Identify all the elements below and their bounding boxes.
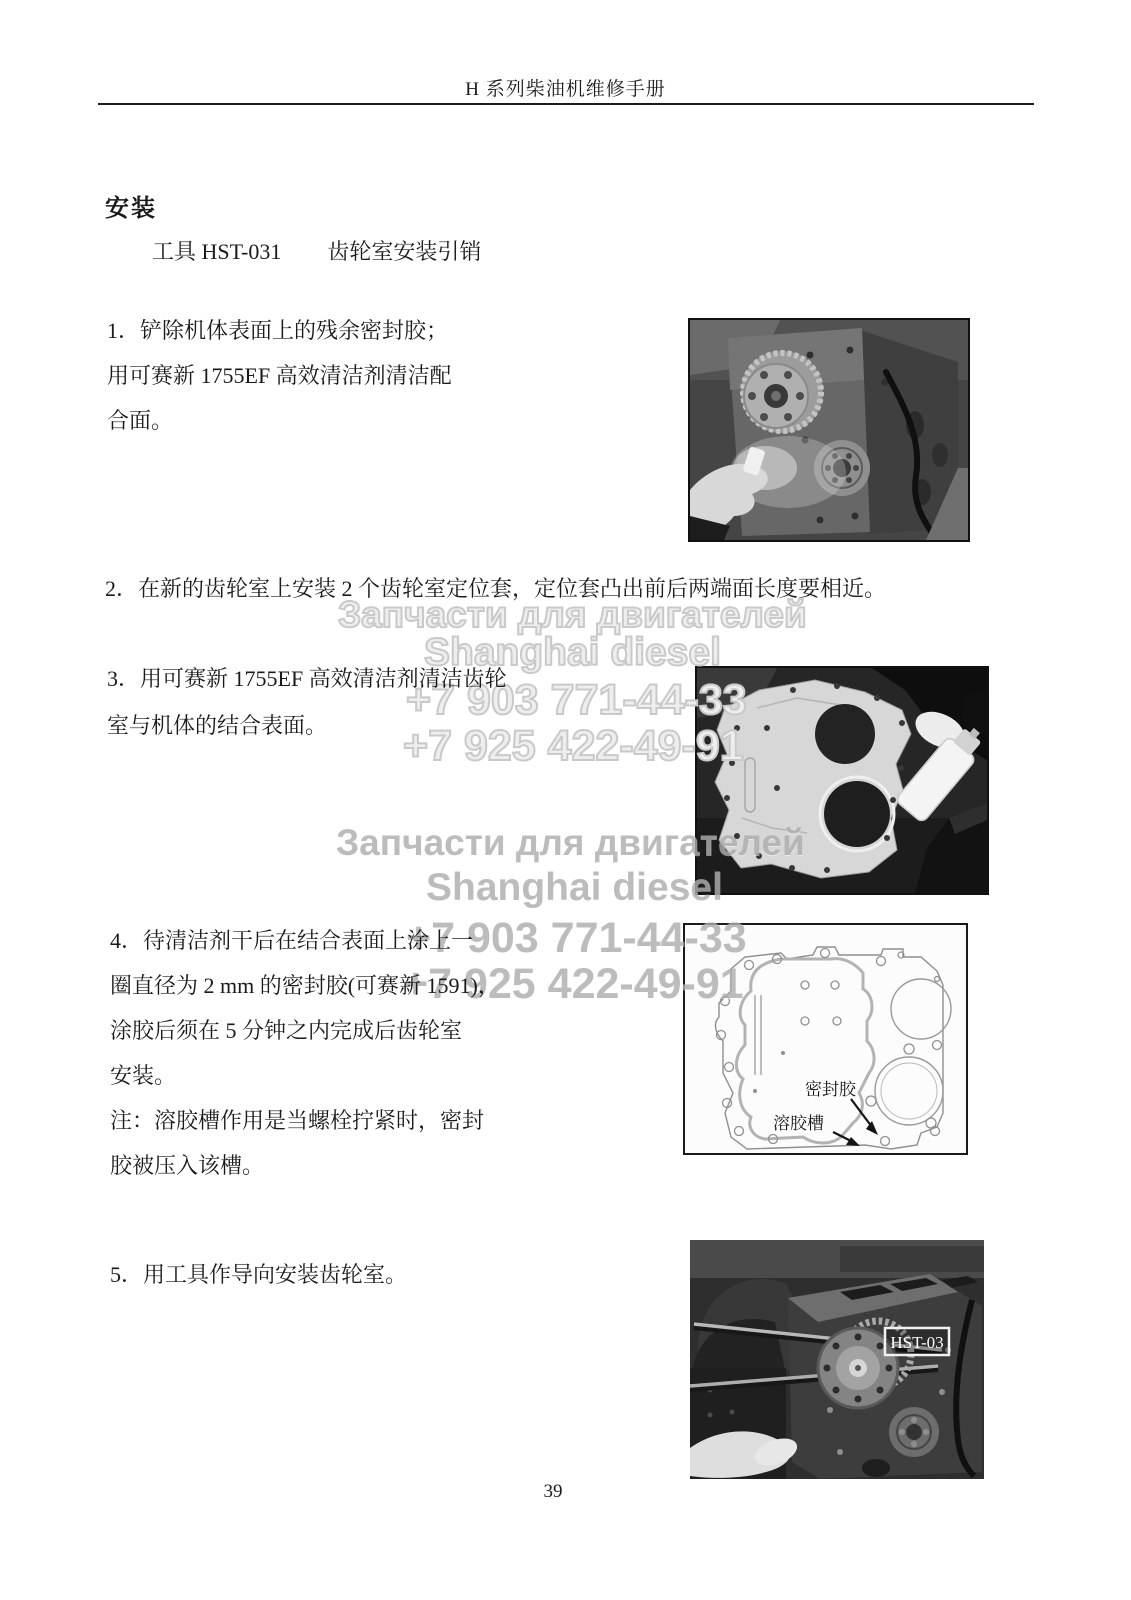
step-4 (110, 918, 500, 1188)
tool-line (152, 235, 481, 266)
header-rule (98, 103, 1034, 105)
groove-label: 溶胶槽 (773, 1114, 824, 1133)
photo-spray-engine-block (688, 318, 970, 542)
sealant-label: 密封胶 (805, 1080, 856, 1099)
tool-code: 工具 HST-031 (152, 239, 282, 264)
watermark-phone: +7 903 771-44-33 (406, 914, 747, 962)
page-number: 39 (543, 1481, 563, 1502)
watermark-text: Запчасти для двигателей (338, 594, 807, 635)
watermark-phone: +7 925 422-49-91 (403, 960, 744, 1008)
diagram-sealant-groove (683, 923, 968, 1155)
step-1-line: 合面。 (107, 408, 174, 433)
step-5-line: 5．用工具作导向安装齿轮室。 (110, 1262, 408, 1287)
page-header-title: H 系列柴油机维修手册 (465, 79, 666, 100)
step-1-line: 1．铲除机体表面上的残余密封胶； (107, 318, 449, 343)
step-2-line: 2．在新的齿轮室上安装 2 个齿轮室定位套，定位套凸出前后两端面长度要相近。 (105, 576, 887, 601)
watermark-text: Shanghai diesel (424, 631, 721, 674)
watermark-phone: +7 925 422-49-91 (403, 722, 744, 770)
watermark-text: Запчасти для двигателей (336, 822, 805, 863)
diagram-sealant-groove-art (685, 925, 966, 1153)
tool-tag-label: HST-03 (890, 1333, 944, 1352)
watermark-phone: +7 903 771-44-33 (406, 676, 747, 724)
photo-clean-gear-housing (695, 666, 989, 895)
photo-guide-tool-install (690, 1240, 984, 1479)
lower-opening (824, 781, 890, 847)
step-1 (107, 308, 452, 443)
photo-clean-gear-housing-art (697, 668, 987, 893)
step-1-line: 用可赛新 1755EF 高效清洁剂清洁配 (107, 363, 452, 388)
tool-tag-box (885, 1328, 949, 1355)
watermark-text: Shanghai diesel (426, 866, 723, 909)
tool-name: 齿轮室安装引销 (327, 239, 482, 264)
step-4-line: 4．待清洁剂干后在结合表面上涂上一 (110, 928, 474, 953)
section-title: 安装 (105, 195, 157, 222)
step-3 (107, 655, 507, 749)
upper-opening (815, 704, 875, 764)
step-2 (105, 566, 886, 611)
photo-spray-engine-block-art (690, 320, 968, 540)
step-5 (110, 1252, 407, 1297)
step-4-line: 涂胶后须在 5 分钟之内完成后齿轮室 (110, 1018, 463, 1043)
step-4-line: 安装。 (110, 1063, 177, 1088)
step-3-line: 室与机体的结合表面。 (107, 713, 328, 738)
step-4-note-line: 注：溶胶槽作用是当螺栓拧紧时，密封 (110, 1108, 485, 1133)
step-3-line: 3．用可赛新 1755EF 高效清洁剂清洁齿轮 (107, 666, 507, 691)
photo-guide-tool-install-art (690, 1240, 984, 1479)
step-4-line: 圈直径为 2 mm 的密封胶(可赛新 1591)， (110, 973, 500, 998)
step-4-note-line: 胶被压入该槽。 (110, 1153, 265, 1178)
